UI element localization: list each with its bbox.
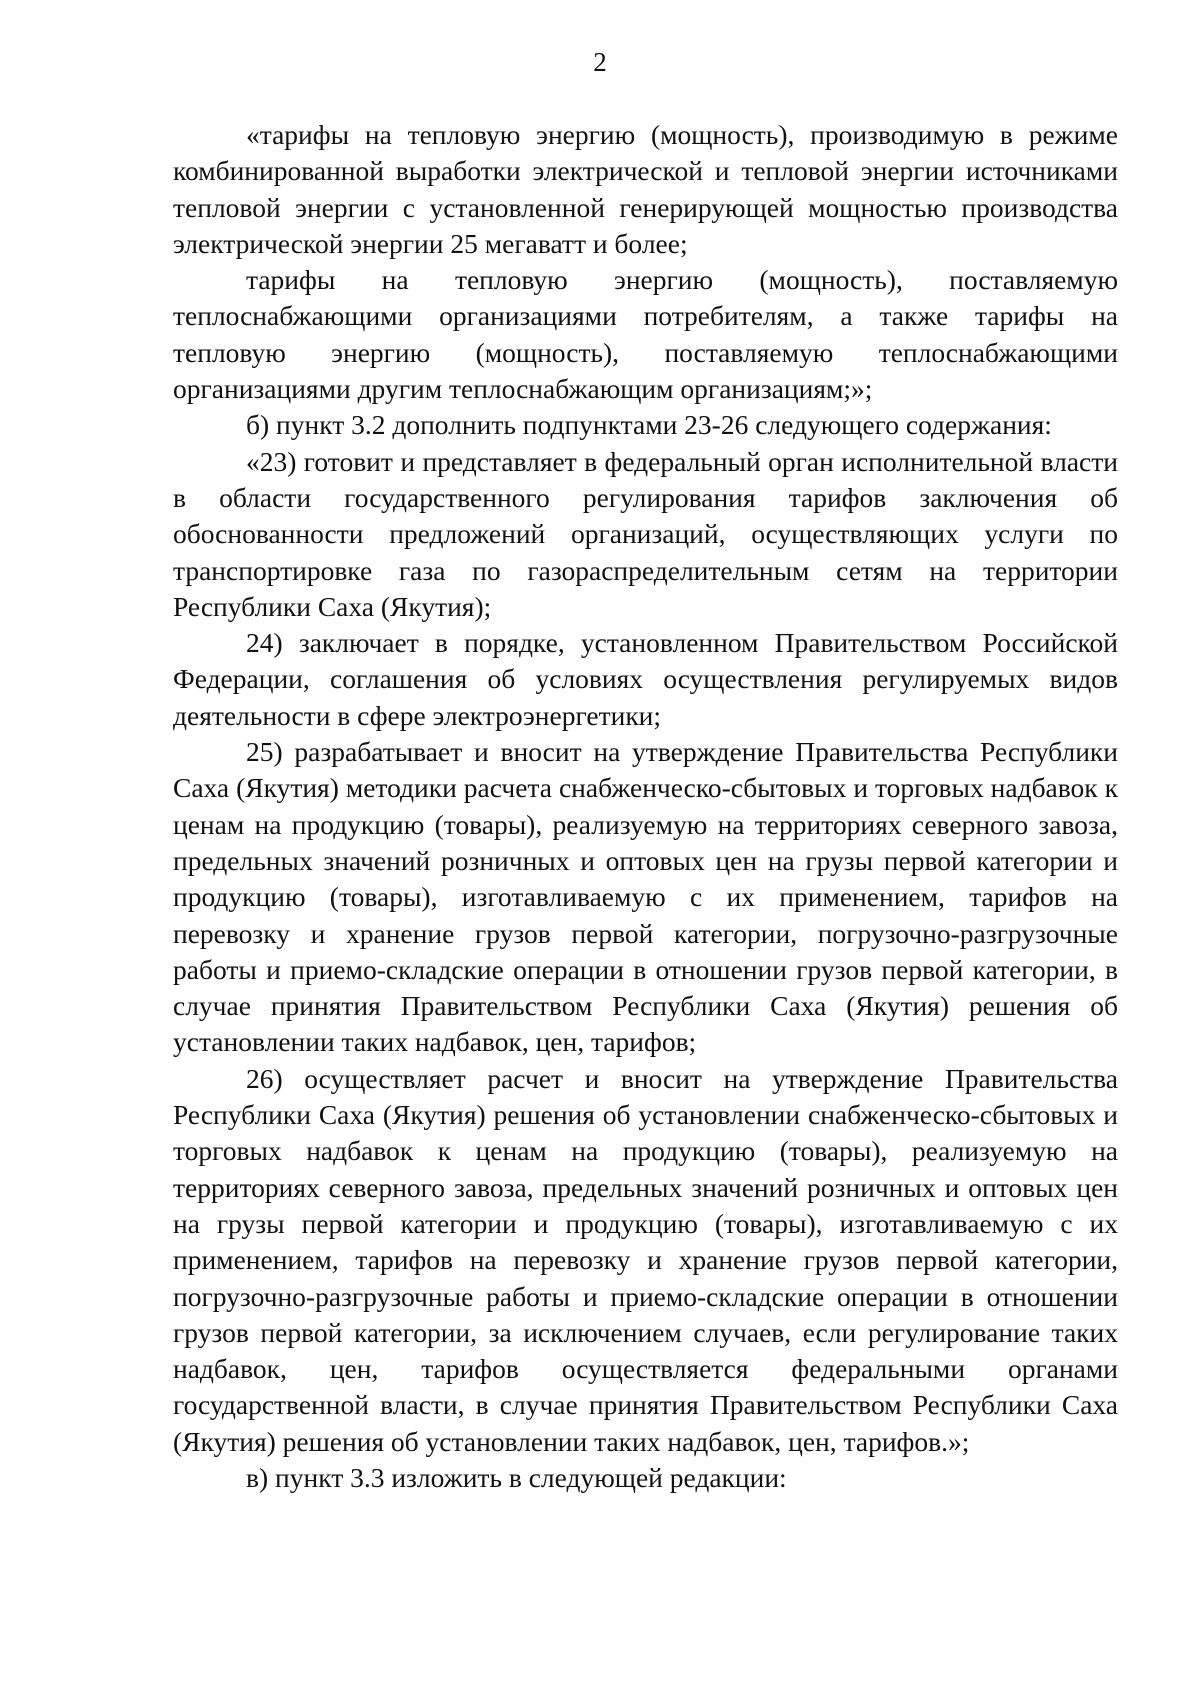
page-number: 2: [593, 47, 607, 77]
paragraph-subitem-24: 24) заключает в порядке, установленном Правительством Российской Федерации, соглашения об условиях осуществления регулируемых видов деятельности в сфере электроэнергетики;: [173, 627, 1118, 731]
paragraph-subitem-26: 26) осуществляет расчет и вносит на утверждение Правительства Республики Саха (Якутия) решения об установлении снабженческо-сбытовых и торговых надбавок к ценам на продукцию (товары), реализуемую на территориях северного завоза, предельных значений розничных и оптовых цен на грузы первой категории и продукцию (товары), изготавливаемую с их применением, тарифов на перевозку и хранение грузов первой категории, погрузочно-разгрузочные работы и приемо-складские операции в отношении грузов первой категории, за исключением случаев, если регулирование таких надбавок, цен, тарифов осуществляется федеральными органами государственной власти, в случае принятия Правительством Республики Саха (Якутия) решения об установлении таких надбавок, цен, тарифов.»;: [173, 1062, 1118, 1457]
paragraph-subitem-25: 25) разрабатывает и вносит на утверждение Правительства Республики Саха (Якутия) методики расчета снабженческо-сбытовых и торговых надбавок к ценам на продукцию (товары), реализуемую на территориях северного завоза, предельных значений розничных и оптовых цен на грузы первой категории и продукцию (товары), изготавливаемую с их применением, тарифов на перевозку и хранение грузов первой категории, погрузочно-разгрузочные работы и приемо-складские операции в отношении грузов первой категории, в случае принятия Правительством Республики Саха (Якутия) решения об установлении таких надбавок, цен, тарифов;: [173, 736, 1118, 1058]
paragraph-tariffs-heat-supply: тарифы на тепловую энергию (мощность), поставляемую теплоснабжающими организациями потребителям, а также тарифы на тепловую энергию (мощность), поставляемую теплоснабжающими организациями другим теплоснабжающим организациям;»;: [173, 264, 1118, 405]
paragraph-tariffs-heat-combined: «тарифы на тепловую энергию (мощность), производимую в режиме комбинированной выработки электрической и тепловой энергии источниками тепловой энергии с установленной генерирующей мощностью производства электрической энергии 25 мегаватт и более;: [173, 119, 1118, 259]
paragraph-item-b: б) пункт 3.2 дополнить подпунктами 23-26 следующего содержания:: [246, 409, 1052, 441]
paragraph-item-v: в) пункт 3.3 изложить в следующей редакции:: [246, 1461, 787, 1493]
paragraph-subitem-23: «23) готовит и представляет в федеральный орган исполнительной власти в области государственного регулирования тарифов заключения об обоснованности предложений организаций, осуществляющих услуги по транспортировке газа по газораспределительным сетям на территории Республики Саха (Якутия);: [173, 445, 1118, 622]
document-body: [173, 117, 1118, 1496]
